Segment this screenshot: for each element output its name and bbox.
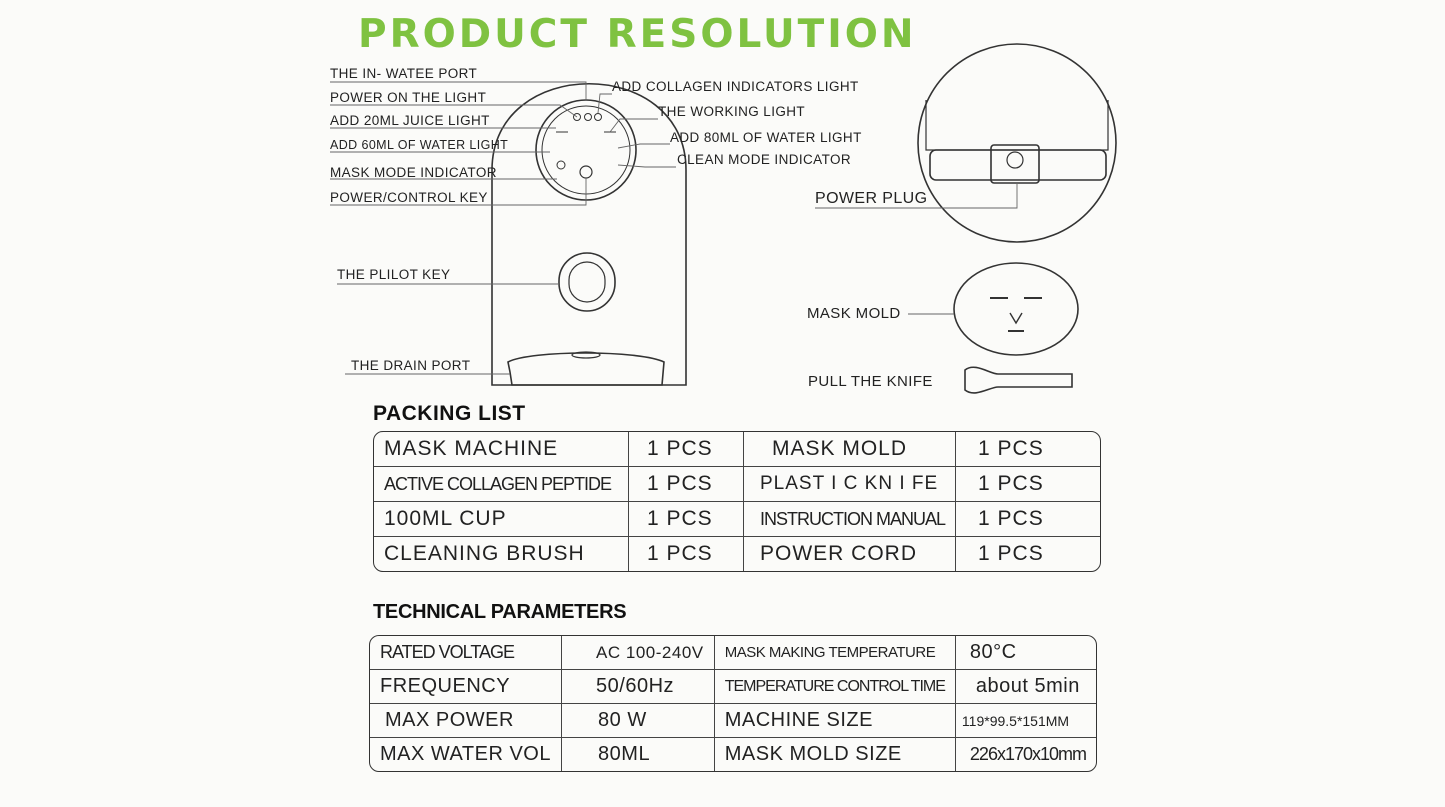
table-cell: 50/60Hz bbox=[562, 670, 715, 704]
table-cell: TEMPERATURE CONTROL TIME bbox=[715, 670, 956, 704]
table-cell: 1 PCS bbox=[629, 502, 744, 537]
table-cell: 1 PCS bbox=[956, 467, 1100, 502]
table-cell: 1 PCS bbox=[956, 502, 1100, 537]
table-cell: 80ML bbox=[562, 738, 715, 771]
table-cell: INSTRUCTION MANUAL bbox=[744, 502, 956, 537]
table-cell: 80 W bbox=[562, 704, 715, 738]
table-row bbox=[370, 738, 1096, 771]
table-cell: MASK MOLD SIZE bbox=[715, 738, 956, 771]
table-cell: 1 PCS bbox=[956, 432, 1100, 467]
table-cell: ACTIVE COLLAGEN PEPTIDE bbox=[374, 467, 629, 502]
label-in-water-port: THE IN- WATEE PORT bbox=[330, 66, 478, 81]
label-add-80ml-water-light: ADD 80ML OF WATER LIGHT bbox=[670, 130, 862, 145]
table-cell: MASK MOLD bbox=[744, 432, 956, 467]
label-pilot-key: THE PLILOT KEY bbox=[337, 267, 451, 282]
table-row bbox=[374, 467, 1100, 502]
label-mask-mold: MASK MOLD bbox=[807, 305, 901, 322]
packing-list-heading: PACKING LIST bbox=[373, 402, 526, 425]
table-cell: 119*99.5*151MM bbox=[956, 704, 1096, 738]
table-cell: 1 PCS bbox=[629, 467, 744, 502]
table-cell: POWER CORD bbox=[744, 537, 956, 571]
label-power-control-key: POWER/CONTROL KEY bbox=[330, 190, 488, 205]
table-cell: MASK MAKING TEMPERATURE bbox=[715, 636, 956, 670]
table-row bbox=[370, 636, 1096, 670]
label-mask-mode-indicator: MASK MODE INDICATOR bbox=[330, 165, 497, 180]
table-cell: CLEANING BRUSH bbox=[374, 537, 629, 571]
table-cell: 226x170x10mm bbox=[969, 744, 1086, 764]
pull-knife-icon bbox=[965, 367, 1072, 393]
label-clean-mode-indicator: CLEAN MODE INDICATOR bbox=[677, 152, 852, 167]
label-add-20ml-juice-light: ADD 20ML JUICE LIGHT bbox=[330, 113, 490, 128]
technical-parameters-table bbox=[369, 635, 1097, 772]
table-cell: AC 100-240V bbox=[562, 636, 715, 670]
technical-parameters-heading: TECHNICAL PARAMETERS bbox=[373, 601, 627, 623]
label-drain-port: THE DRAIN PORT bbox=[351, 358, 471, 373]
table-row bbox=[374, 432, 1100, 467]
table-row bbox=[374, 537, 1100, 571]
table-row bbox=[374, 502, 1100, 537]
power-control-key-icon bbox=[580, 166, 592, 178]
label-add-collagen-light: ADD COLLAGEN INDICATORS LIGHT bbox=[612, 79, 859, 94]
label-power-on-light: POWER ON THE LIGHT bbox=[330, 90, 487, 105]
label-add-60ml-water-light: ADD 60ML OF WATER LIGHT bbox=[330, 138, 509, 152]
table-cell: MAX WATER VOL bbox=[370, 738, 562, 771]
machine-body bbox=[492, 84, 686, 385]
page-title: PRODUCT RESOLUTION bbox=[358, 12, 917, 57]
table-cell: about 5min bbox=[956, 670, 1096, 704]
label-pull-the-knife: PULL THE KNIFE bbox=[808, 373, 933, 390]
table-cell: FREQUENCY bbox=[370, 670, 562, 704]
table-row bbox=[370, 670, 1096, 704]
label-working-light: THE WORKING LIGHT bbox=[658, 104, 806, 119]
table-cell: MAX POWER bbox=[370, 704, 562, 738]
label-power-plug: POWER PLUG bbox=[815, 190, 928, 207]
table-cell: PLAST I C KN I FE bbox=[744, 467, 956, 502]
table-cell: 1 PCS bbox=[629, 432, 744, 467]
table-row bbox=[370, 704, 1096, 738]
table-cell: MASK MACHINE bbox=[374, 432, 629, 467]
table-cell: RATED VOLTAGE bbox=[370, 636, 562, 670]
packing-list-table bbox=[373, 431, 1101, 572]
table-cell: MACHINE SIZE bbox=[715, 704, 956, 738]
power-plug-zoom bbox=[918, 44, 1116, 242]
mask-mold-icon bbox=[954, 263, 1078, 355]
table-cell: 100ML CUP bbox=[374, 502, 629, 537]
table-cell: 1 PCS bbox=[629, 537, 744, 571]
table-cell: 80°C bbox=[956, 636, 1096, 670]
table-cell: 1 PCS bbox=[978, 542, 1044, 565]
